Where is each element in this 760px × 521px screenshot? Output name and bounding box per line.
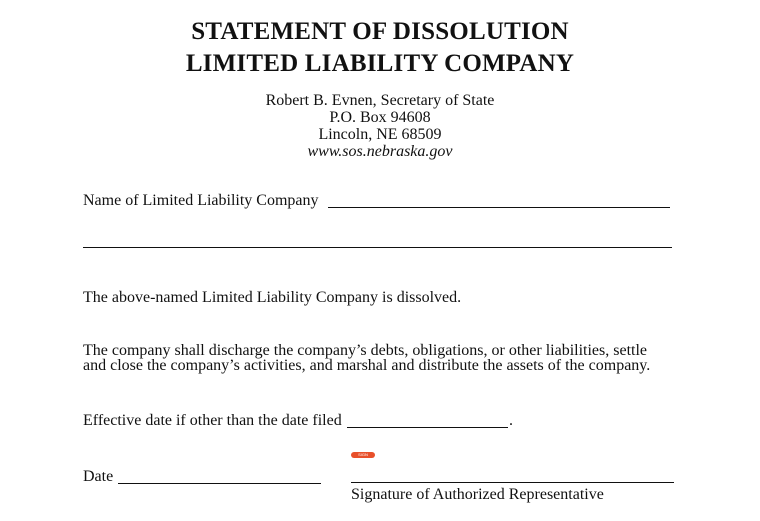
- effective-date-label: Effective date if other than the date filed: [83, 412, 342, 429]
- effective-date-field[interactable]: [347, 427, 508, 428]
- discharge-statement-line-1: The company shall discharge the company’s debts, obligations, or other liabilities, settle: [83, 342, 648, 359]
- page-title-line-1: STATEMENT OF DISSOLUTION: [191, 18, 569, 45]
- signature-label: Signature of Authorized Representative: [351, 486, 604, 503]
- date-label: Date: [83, 468, 114, 485]
- website-link[interactable]: www.sos.nebraska.gov: [307, 143, 453, 160]
- sign-here-sticker[interactable]: SIGN: [351, 452, 375, 458]
- date-field[interactable]: [118, 483, 321, 484]
- company-name-field-continued[interactable]: [83, 247, 672, 248]
- po-box: P.O. Box 94608: [329, 109, 431, 126]
- company-name-label: Name of Limited Liability Company: [83, 192, 319, 209]
- company-name-field[interactable]: [328, 207, 670, 208]
- city-state-zip: Lincoln, NE 68509: [318, 126, 442, 143]
- page-title-line-2: LIMITED LIABILITY COMPANY: [185, 50, 575, 77]
- secretary-of-state-name: Robert B. Evnen, Secretary of State: [265, 92, 495, 109]
- signature-field[interactable]: [351, 482, 674, 483]
- effective-date-period: .: [509, 412, 513, 429]
- dissolved-statement: The above-named Limited Liability Company is dissolved.: [83, 289, 462, 306]
- discharge-statement-line-2: and close the company’s activities, and marshal and distribute the assets of the company.: [83, 357, 651, 374]
